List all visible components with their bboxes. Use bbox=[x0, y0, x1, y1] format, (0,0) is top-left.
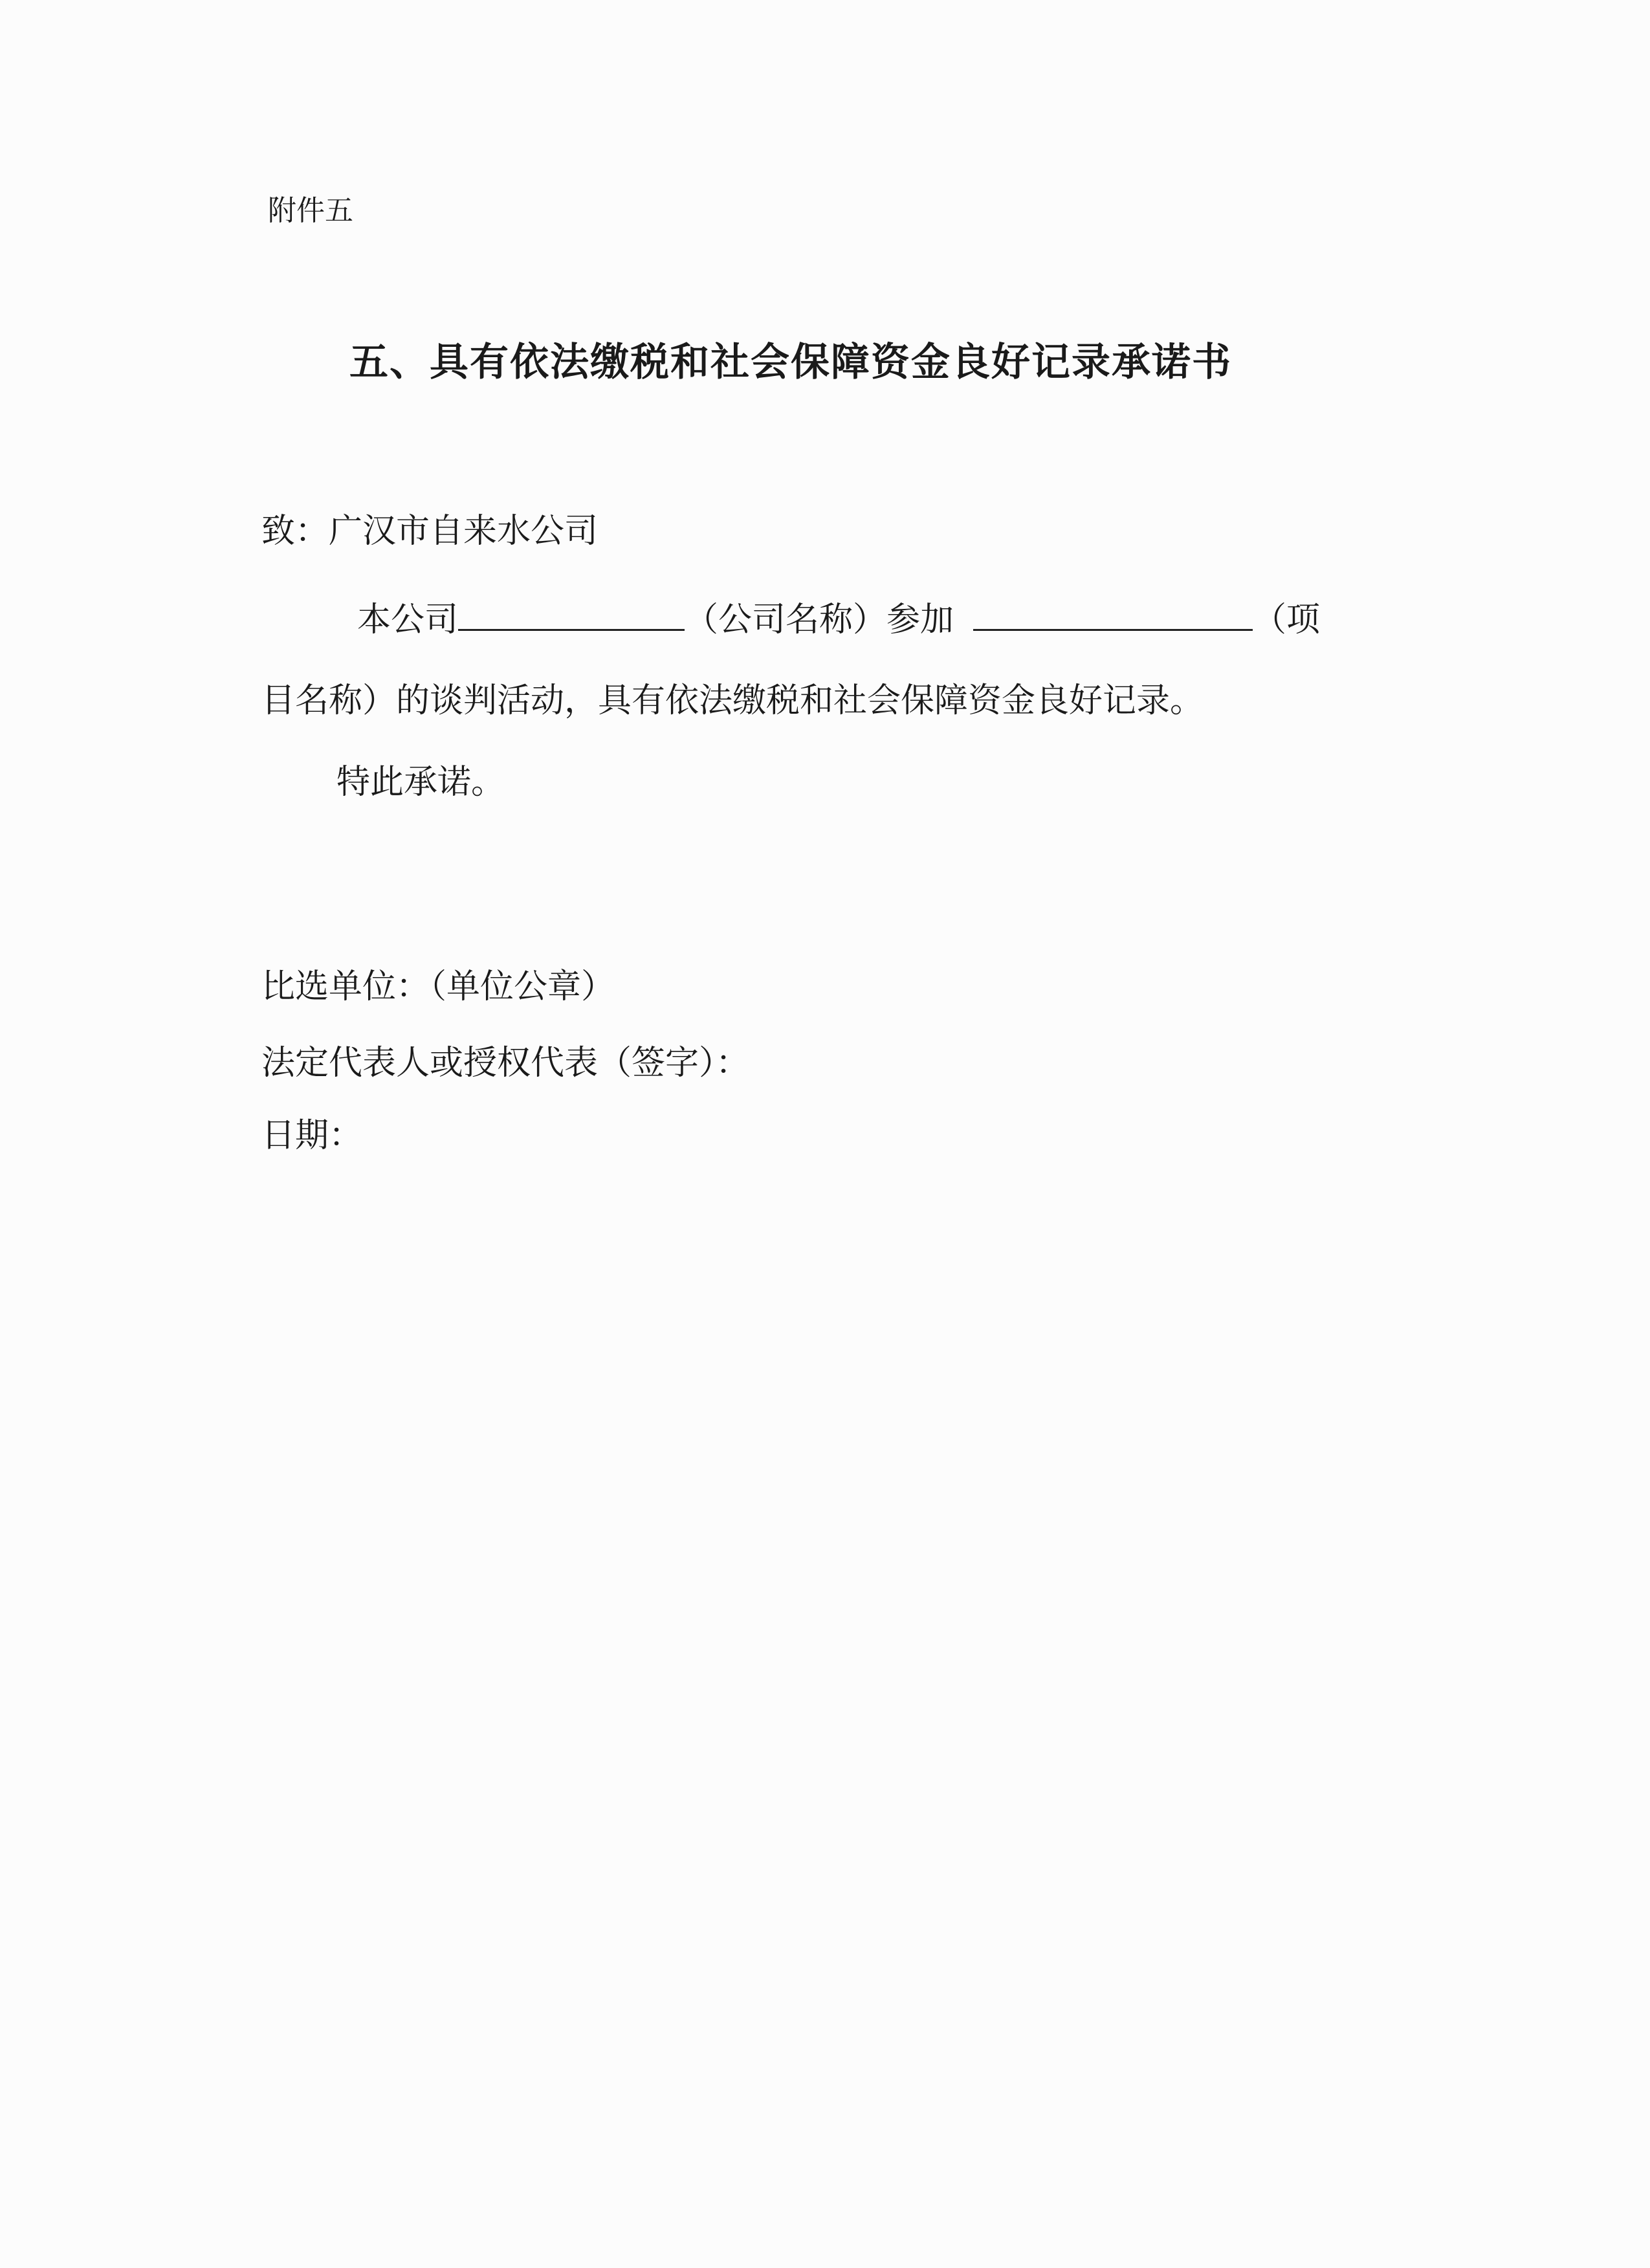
company-name-blank[interactable] bbox=[458, 595, 685, 631]
signature-unit-line: 比选单位：（单位公章） bbox=[261, 967, 615, 1006]
project-name-blank[interactable] bbox=[973, 595, 1253, 631]
attachment-label: 附件五 bbox=[268, 194, 353, 227]
signature-representative-line: 法定代表人或授权代表（签字）： bbox=[261, 1044, 750, 1083]
paragraph-prefix: 本公司 bbox=[357, 600, 459, 639]
closing-statement: 特此承诺。 bbox=[336, 763, 505, 802]
signature-date-line: 日期： bbox=[261, 1116, 363, 1155]
document-title: 五、具有依法缴税和社会保障资金良好记录承诺书 bbox=[349, 340, 1232, 385]
commitment-paragraph-line-1 bbox=[261, 595, 1387, 643]
company-name-hint: （公司名称）参加 bbox=[685, 600, 954, 639]
recipient-line: 致：广汉市自来水公司 bbox=[261, 512, 599, 551]
project-name-hint-start: （项 bbox=[1253, 600, 1321, 639]
commitment-paragraph-line-2: 目名称）的谈判活动，具有依法缴税和社会保障资金良好记录。 bbox=[261, 681, 1204, 720]
